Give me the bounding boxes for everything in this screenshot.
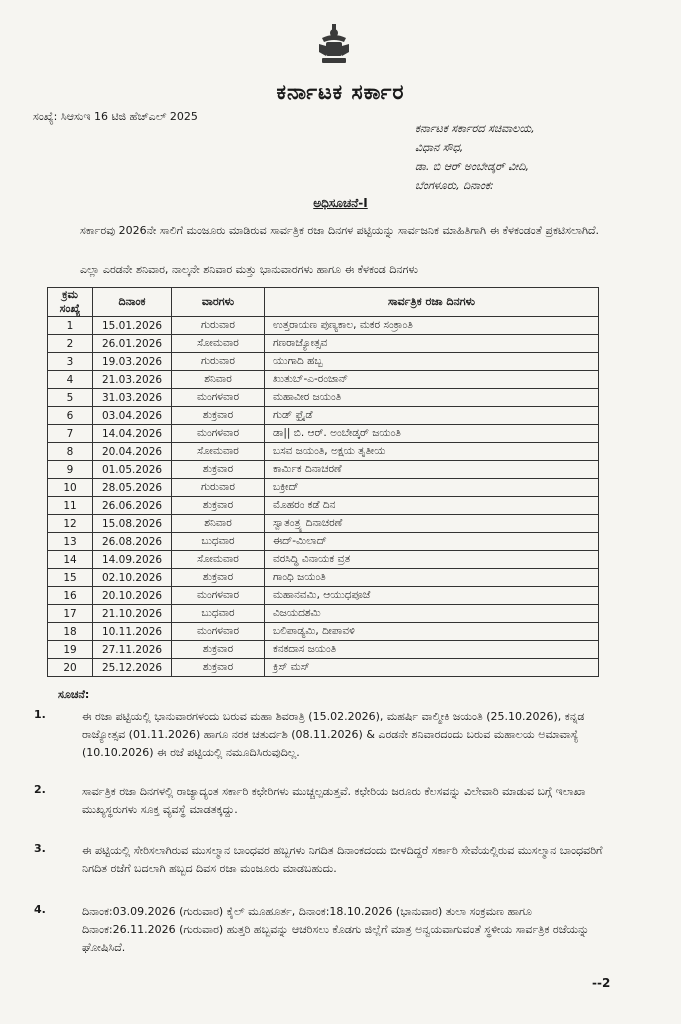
address-line: ವಿಧಾನ ಸೌಧ,	[415, 141, 464, 154]
page-number: --2	[592, 976, 611, 990]
cell-date: 14.04.2026	[93, 425, 172, 443]
cell-date: 21.10.2026	[93, 605, 172, 623]
cell-day: ಶುಕ್ರವಾರ	[172, 407, 265, 425]
table-row	[48, 551, 599, 569]
table-row	[48, 461, 599, 479]
table-row	[48, 371, 599, 389]
cell-date: 26.01.2026	[93, 335, 172, 353]
cell-day: ಮಂಗಳವಾರ	[172, 425, 265, 443]
table-header-row	[48, 288, 599, 317]
cell-holiday: ಯುಗಾದಿ ಹಬ್ಬ	[265, 353, 599, 371]
cell-date: 14.09.2026	[93, 551, 172, 569]
cell-day: ಶುಕ್ರವಾರ	[172, 641, 265, 659]
cell-holiday: ಈದ್-ಮಿಲಾದ್	[265, 533, 599, 551]
table-row	[48, 515, 599, 533]
note-number: 2.	[34, 783, 46, 796]
cell-date: 28.05.2026	[93, 479, 172, 497]
col-header-serial: ಕ್ರಮ ಸಂಖ್ಯೆ	[48, 288, 93, 317]
cell-day: ಸೋಮವಾರ	[172, 335, 265, 353]
note-text: ಈ ಪಟ್ಟಿಯಲ್ಲಿ ಸೇರಿಸಲಾಗಿರುವ ಮುಸಲ್ಮಾನ ಬಾಂಧವರ ಹಬ್ಬಗಳು ನಿಗದಿತ ದಿನಾಂಕದಂದು ಬೀಳದಿದ್ದರೆ ಸರ್ಕಾರಿ ಸೇವೆಯಲ್ಲಿರುವ ಮುಸಲ್ಮಾನ ಬಾಂಧವರಿಗೆ ನಿಗದಿತ ರಜೆಗೆ ಬದಲಾಗಿ ಹಬ್ಬದ ದಿವಸ ರಜಾ ಮಂಜೂರು ಮಾಡಬಹುದು.	[82, 844, 603, 875]
cell-serial: 2	[48, 335, 93, 353]
cell-date: 21.03.2026	[93, 371, 172, 389]
col-header-holiday: ಸಾರ್ವತ್ರಿಕ ರಜಾ ದಿನಗಳು	[265, 288, 599, 317]
notification-heading: ಅಧಿಸೂಚನೆ-I	[313, 196, 368, 210]
cell-date: 31.03.2026	[93, 389, 172, 407]
cell-day: ಮಂಗಳವಾರ	[172, 389, 265, 407]
table-row	[48, 659, 599, 677]
holiday-table	[47, 287, 599, 677]
cell-holiday: ಗಾಂಧಿ ಜಯಂತಿ	[265, 569, 599, 587]
address-line: ಡಾ. ಬಿ ಆರ್ ಅಂಬೇಡ್ಕರ್ ವೀದಿ,	[415, 160, 529, 173]
cell-serial: 16	[48, 587, 93, 605]
intro-paragraph: ಸರ್ಕಾರವು 2026ನೇ ಸಾಲಿಗೆ ಮಂಜೂರು ಮಾಡಿರುವ ಸಾರ್ವತ್ರಿಕ ರಜಾ ದಿನಗಳ ಪಟ್ಟಿಯನ್ನು ಸಾರ್ವಜನಿಕ ಮಾಹಿತಿಗಾಗಿ ಈ ಕೆಳಕಂಡಂತೆ ಪ್ರಕಟಿಸಲಾಗಿದೆ.	[80, 224, 600, 237]
cell-day: ಸೋಮವಾರ	[172, 551, 265, 569]
cell-holiday: ಮೊಹರಂ ಕಡೆ ದಿನ	[265, 497, 599, 515]
reference-number: ಸಂಖ್ಯೆ: ಸಿಆಸುಇ 16 ಟಿಜಿ ಹೆಚ್‌ಎಲ್ 2025	[33, 110, 198, 123]
address-line: ಬೆಂಗಳೂರು, ದಿನಾಂಕ:	[415, 179, 494, 192]
table-row	[48, 353, 599, 371]
cell-date: 01.05.2026	[93, 461, 172, 479]
cell-holiday: ಕಾರ್ಮಿಕ ದಿನಾಚರಣೆ	[265, 461, 599, 479]
cell-holiday: ಗಣರಾಜ್ಯೋತ್ಸವ	[265, 335, 599, 353]
table-row	[48, 389, 599, 407]
cell-holiday: ವಿಜಯದಶಮಿ	[265, 605, 599, 623]
cell-day: ಗುರುವಾರ	[172, 317, 265, 335]
cell-serial: 13	[48, 533, 93, 551]
notes-heading: ಸೂಚನೆ:	[58, 688, 90, 701]
col-header-day: ವಾರಗಳು	[172, 288, 265, 317]
table-subheading: ಎಲ್ಲಾ ಎರಡನೇ ಶನಿವಾರ, ನಾಲ್ಕನೇ ಶನಿವಾರ ಮತ್ತು ಭಾನುವಾರಗಳು ಹಾಗೂ ಈ ಕೆಳಕಂಡ ದಿನಗಳು	[80, 263, 418, 276]
cell-date: 15.08.2026	[93, 515, 172, 533]
note-number: 4.	[34, 903, 46, 916]
cell-date: 03.04.2026	[93, 407, 172, 425]
cell-day: ಶುಕ್ರವಾರ	[172, 461, 265, 479]
note-text: ಸಾರ್ವತ್ರಿಕ ರಜಾ ದಿನಗಳಲ್ಲಿ ರಾಜ್ಯಾದ್ಯಂತ ಸರ್ಕಾರಿ ಕಛೇರಿಗಳು ಮುಚ್ಚಲ್ಪಡುತ್ತವೆ. ಕಛೇರಿಯ ಜರೂರು ಕೆಲಸವನ್ನು ವಿಲೇವಾರಿ ಮಾಡುವ ಬಗ್ಗೆ ಇಲಾಖಾ ಮುಖ್ಯಸ್ಥರುಗಳು ಸೂಕ್ತ ವ್ಯವಸ್ಥೆ ಮಾಡತಕ್ಕದ್ದು.	[82, 785, 586, 816]
note-text: ಈ ರಜಾ ಪಟ್ಟಿಯಲ್ಲಿ ಭಾನುವಾರಗಳಂದು ಬರುವ ಮಹಾ ಶಿವರಾತ್ರಿ (15.02.2026), ಮಹರ್ಷಿ ವಾಲ್ಮೀಕಿ ಜಯಂತಿ (25.10.2026), ಕನ್ನಡ ರಾಜ್ಯೋತ್ಸವ (01.11.2026) ಹಾಗೂ ನರಕ ಚತುರ್ದಶಿ (08.11.2026) & ಎರಡನೇ ಶನಿವಾರದಂದು ಬರುವ ಮಹಾಲಯ ಅಮಾವಾಸ್ಯೆ (10.10.2026) ಈ ರಜೆ ಪಟ್ಟಿಯಲ್ಲಿ ನಮೂದಿಸಿರುವುದಿಲ್ಲ.	[82, 710, 585, 759]
cell-day: ಶುಕ್ರವಾರ	[172, 497, 265, 515]
cell-holiday: ಬಲಿಪಾಡ್ಯಮಿ, ದೀಪಾವಳಿ	[265, 623, 599, 641]
cell-serial: 14	[48, 551, 93, 569]
cell-day: ಶನಿವಾರ	[172, 371, 265, 389]
cell-serial: 6	[48, 407, 93, 425]
table-row	[48, 623, 599, 641]
cell-date: 25.12.2026	[93, 659, 172, 677]
table-row	[48, 587, 599, 605]
cell-serial: 12	[48, 515, 93, 533]
cell-date: 27.11.2026	[93, 641, 172, 659]
cell-serial: 17	[48, 605, 93, 623]
cell-serial: 4	[48, 371, 93, 389]
cell-serial: 3	[48, 353, 93, 371]
cell-date: 10.11.2026	[93, 623, 172, 641]
cell-serial: 8	[48, 443, 93, 461]
cell-holiday: ಡಾ|| ಬಿ. ಆರ್. ಅಂಬೇಡ್ಕರ್ ಜಯಂತಿ	[265, 425, 599, 443]
cell-holiday: ಕನಕದಾಸ ಜಯಂತಿ	[265, 641, 599, 659]
cell-day: ಶುಕ್ರವಾರ	[172, 659, 265, 677]
cell-day: ಮಂಗಳವಾರ	[172, 587, 265, 605]
cell-date: 02.10.2026	[93, 569, 172, 587]
note-text: ದಿನಾಂಕ:03.09.2026 (ಗುರುವಾರ) ಕೈಲ್ ಮೂಹೂರ್ತ, ದಿನಾಂಕ:18.10.2026 (ಭಾನುವಾರ) ತುಲಾ ಸಂಕ್ರಮಣ ಹಾಗೂ ದಿನಾಂಕ:26.11.2026 (ಗುರುವಾರ) ಹುತ್ತರಿ ಹಬ್ಬವನ್ನು ಆಚರಿಸಲು ಕೊಡಗು ಜಿಲ್ಲೆಗೆ ಮಾತ್ರ ಅನ್ವಯವಾಗುವಂತೆ ಸ್ಥಳೀಯ ಸಾರ್ವತ್ರಿಕ ರಜೆಯನ್ನು ಘೋಷಿಸಿದೆ.	[82, 905, 590, 954]
table-row	[48, 641, 599, 659]
cell-day: ಶುಕ್ರವಾರ	[172, 569, 265, 587]
cell-day: ಬುಧವಾರ	[172, 605, 265, 623]
cell-serial: 15	[48, 569, 93, 587]
cell-serial: 1	[48, 317, 93, 335]
cell-serial: 5	[48, 389, 93, 407]
cell-serial: 18	[48, 623, 93, 641]
table-row	[48, 497, 599, 515]
table-row	[48, 317, 599, 335]
cell-serial: 7	[48, 425, 93, 443]
cell-holiday: ಬಸವ ಜಯಂತಿ, ಅಕ್ಷಯ ತೃತೀಯ	[265, 443, 599, 461]
cell-holiday: ವರಸಿದ್ಧಿ ವಿನಾಯಕ ವ್ರತ	[265, 551, 599, 569]
cell-day: ಬುಧವಾರ	[172, 533, 265, 551]
cell-day: ಗುರುವಾರ	[172, 479, 265, 497]
cell-serial: 19	[48, 641, 93, 659]
table-row	[48, 443, 599, 461]
table-row	[48, 605, 599, 623]
cell-date: 20.10.2026	[93, 587, 172, 605]
cell-serial: 9	[48, 461, 93, 479]
note-number: 3.	[34, 842, 46, 855]
cell-date: 19.03.2026	[93, 353, 172, 371]
cell-serial: 20	[48, 659, 93, 677]
cell-holiday: ಖುತುಬ್-ಎ-ರಂಜಾನ್	[265, 371, 599, 389]
cell-date: 15.01.2026	[93, 317, 172, 335]
government-title: ಕರ್ನಾಟಕ ಸರ್ಕಾರ	[276, 80, 405, 104]
table-row	[48, 479, 599, 497]
holiday-table-body	[48, 317, 599, 677]
cell-holiday: ಸ್ವಾತಂತ್ರ್ಯ ದಿನಾಚರಣೆ	[265, 515, 599, 533]
cell-date: 20.04.2026	[93, 443, 172, 461]
table-row	[48, 533, 599, 551]
table-row	[48, 335, 599, 353]
cell-date: 26.06.2026	[93, 497, 172, 515]
state-emblem-icon	[314, 22, 354, 66]
note-number: 1.	[34, 708, 46, 721]
cell-holiday: ಗುಡ್ ಫ್ರೈಡೆ	[265, 407, 599, 425]
cell-day: ಶನಿವಾರ	[172, 515, 265, 533]
cell-day: ಸೋಮವಾರ	[172, 443, 265, 461]
table-row	[48, 425, 599, 443]
cell-holiday: ಬಕ್ರೀದ್	[265, 479, 599, 497]
table-row	[48, 569, 599, 587]
cell-date: 26.08.2026	[93, 533, 172, 551]
cell-holiday: ಕ್ರಿಸ್ ಮಸ್	[265, 659, 599, 677]
cell-serial: 10	[48, 479, 93, 497]
table-row	[48, 407, 599, 425]
cell-holiday: ಮಹಾವೀರ ಜಯಂತಿ	[265, 389, 599, 407]
cell-holiday: ಉತ್ತರಾಯಣ ಪುಣ್ಯಕಾಲ, ಮಕರ ಸಂಕ್ರಾಂತಿ	[265, 317, 599, 335]
cell-day: ಮಂಗಳವಾರ	[172, 623, 265, 641]
cell-serial: 11	[48, 497, 93, 515]
address-line: ಕರ್ನಾಟಕ ಸರ್ಕಾರದ ಸಚಿವಾಲಯ,	[415, 122, 535, 135]
cell-day: ಗುರುವಾರ	[172, 353, 265, 371]
address-block	[415, 119, 535, 195]
col-header-date: ದಿನಾಂಕ	[93, 288, 172, 317]
cell-holiday: ಮಹಾನವಮಿ, ಆಯುಧಪೂಜೆ	[265, 587, 599, 605]
